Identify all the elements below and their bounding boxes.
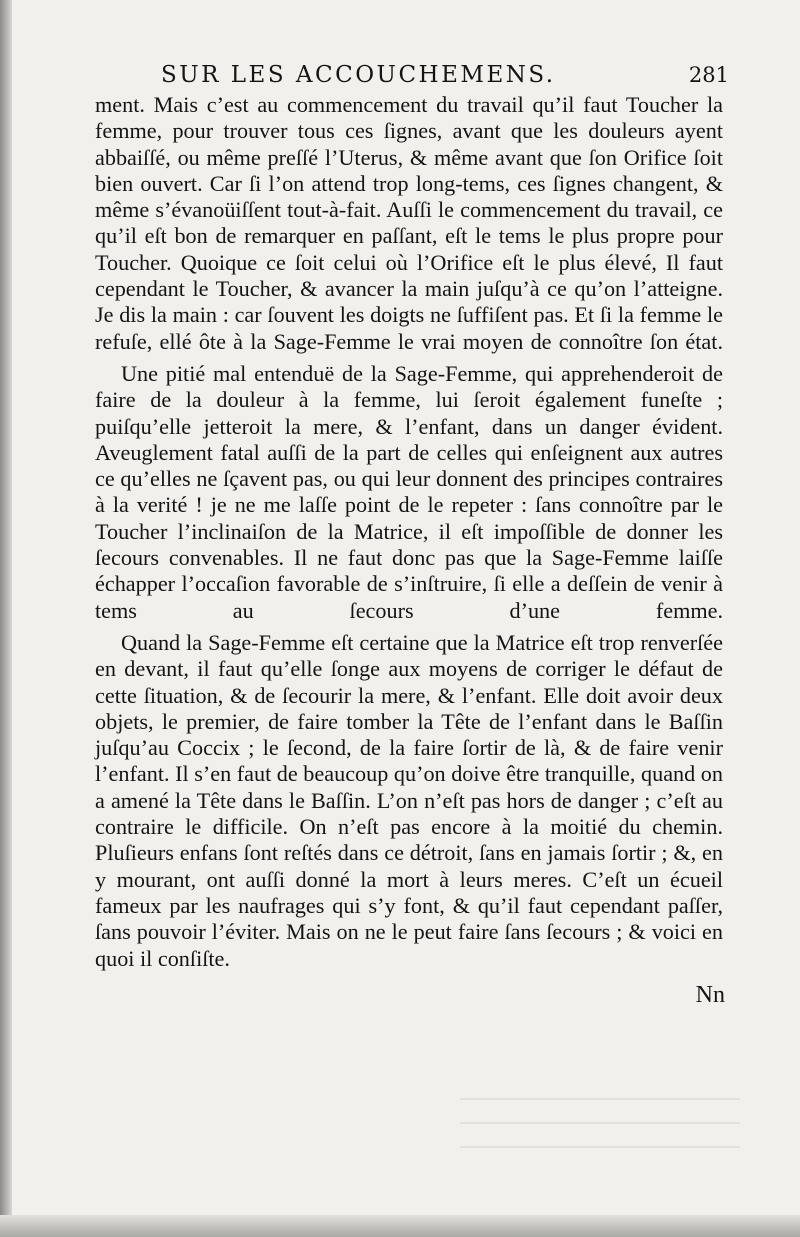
- show-through-text: [460, 1098, 740, 1168]
- scan-bottom-edge: [0, 1215, 800, 1237]
- running-head: [95, 56, 729, 92]
- paragraph-3: Quand la Sage-Femme eſt certaine que la Matrice eſt trop renverſée en devant, il faut qu’elle ſonge aux moyens de corriger le défaut de cette ſituation, & de ſecourir la mere, & l’enfant. Elle doit avoir deux objets, le premier, de faire tomber la Tête de l’enfant dans le Baſſin juſqu’au Coccix ; le ſecond, de la faire ſortir de là, & de faire venir l’enfant. Il s’en faut de beaucoup qu’on doive être tranquille, quand on a amené la Tête dans le Baſſin. L’on n’eſt pas hors de danger ; c’eſt au contraire le difficile. On n’eſt pas encore à la moitié du chemin. Pluſieurs enfans ſont reſtés dans ce détroit, ſans en jamais ſortir ; &, en y mourant, ont auſſi donné la mort à leurs meres. C’eſt un écueil fameux par les naufrages qui s’y font, & qu’il faut cependant paſſer, ſans pouvoir l’éviter. Mais on ne le peut faire ſans ſecours ; & voici en quoi il conſiſte.: [95, 629, 723, 971]
- page-number: 281: [688, 63, 729, 87]
- body-text: [95, 92, 723, 972]
- running-head-title: SUR LES ACCOUCHEMENS.: [161, 62, 556, 88]
- book-page: [95, 56, 729, 1012]
- paragraph-1: ment. Mais c’est au commencement du travail qu’il faut Toucher la femme, pour trouver tous ces ſignes, avant que les douleurs ayent abbaiſſé, ou même preſſé l’Uterus, & même avant que ſon Orifice ſoit bien ouvert. Car ſi l’on attend trop long-tems, ces ſignes changent, & même s’évanoüiſſent tout-à-fait. Auſſi le commencement du travail, ce qu’il eſt bon de remarquer en paſſant, eſt le tems le plus propre pour Toucher. Quoique ce ſoit celui où l’Orifice eſt le plus élevé, Il faut cependant le Toucher, & avancer la main juſqu’à ce qu’on l’atteigne. Je dis la main : car ſouvent les doigts ne ſuffiſent pas. Et ſi la femme le refuſe, ellé ôte à la Sage-Femme le vrai moyen de connoître ſon état.: [95, 92, 723, 354]
- scan-left-edge: [0, 0, 12, 1237]
- catchword-row: [95, 972, 723, 1012]
- paragraph-2: Une pitié mal entenduë de la Sage-Femme, qui apprehenderoit de faire de la douleur à la femme, lui ſeroit également funeſte ; puiſqu’elle jetteroit la mere, & l’enfant, dans un danger évident. Aveuglement fatal auſſi de la part de celles qui enſeignent aux autres ce qu’elles ne ſçavent pas, ou qui leur donnent des principes contraires à la verité ! je ne me laſſe point de le repeter : ſans connoître par le Toucher l’inclinaiſon de la Matrice, il eſt impoſſible de donner les ſecours convenables. Il ne faut donc pas que la Sage-Femme laiſſe échapper l’occaſion favorable de s’inſtruire, ſi elle a deſſein de venir à tems au ſecours d’une femme.: [95, 360, 723, 623]
- catchword: Nn: [695, 981, 725, 1008]
